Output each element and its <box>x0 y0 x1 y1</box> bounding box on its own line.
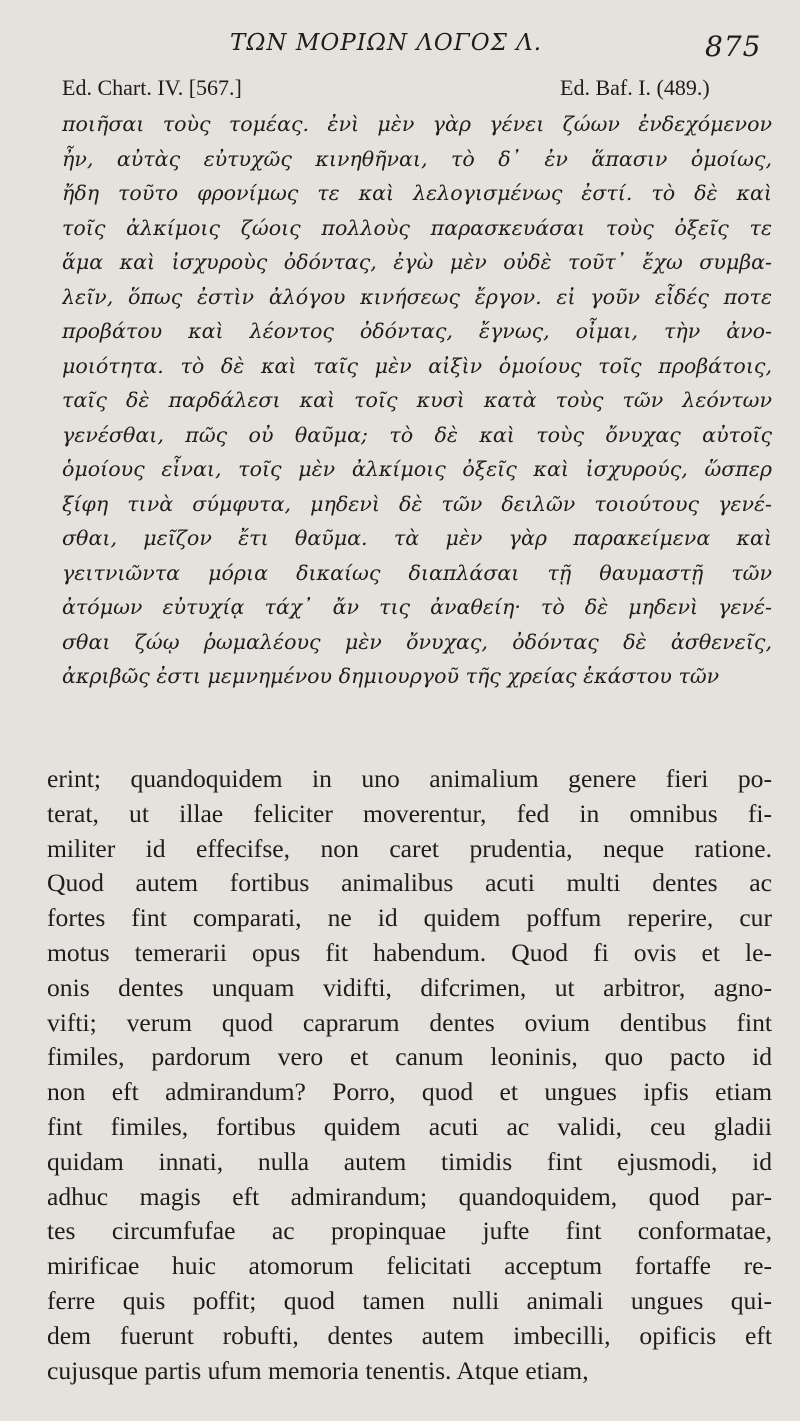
greek-text-line: τοῖς ἀλκίμοις ζώοις πολλοὺς παρασκευάσαι τοὺς ὀξεῖς τε <box>62 215 772 240</box>
latin-text-line: cujusque partis ufum memoria tenentis. Atque etiam, <box>47 1355 589 1385</box>
latin-text-line: terat, ut illae feliciter moverentur, fed in omnibus fi- <box>47 798 772 828</box>
greek-text-line: ταῖς δὲ παρδάλεσι καὶ τοῖς κυσὶ κατὰ τοὺς τῶν λεόντων <box>62 388 772 412</box>
greek-text-line: γενέσθαι, πῶς οὐ θαῦμα; τὸ δὲ καὶ τοὺς ὄνυχας αὐτοῖς <box>62 422 772 447</box>
greek-text-line: ἀκριβῶς ἐστι μεμνημένου δημιουργοῦ τῆς χρείας ἑκάστου τῶν <box>62 664 720 688</box>
latin-text-line: onis dentes unquam vidifti, difcrimen, ut arbitror, agno- <box>47 972 772 1002</box>
greek-text-line: ἀτόμων εὐτυχίᾳ τάχ᾿ ἄν τις ἀναθείη· τὸ δὲ μηδενὶ γενέ- <box>62 595 772 619</box>
greek-text-line: ὁμοίους εἶναι, τοῖς μὲν ἀλκίμοις ὀξεῖς καὶ ἰσχυρούς, ὥσπερ <box>62 457 772 481</box>
page-number: 875 <box>705 30 762 63</box>
latin-text-line: non eft admirandum? Porro, quod et ungues ipfis etiam <box>47 1077 772 1107</box>
latin-text-line: dem fuerunt robufti, dentes autem imbecilli, opificis eft <box>47 1320 772 1350</box>
running-head-title: ΤΩΝ ΜΟΡΙΩΝ ΛΟΓΟΣ Λ. <box>230 30 543 56</box>
latin-text-line: motus temerarii opus fit habendum. Quod fi ovis et le- <box>47 937 772 967</box>
greek-text-line: μοιότητα. τὸ δὲ καὶ ταῖς μὲν αἰξὶν ὁμοίους τοῖς προβάτοις, <box>62 353 772 378</box>
greek-text-line: ἅμα καὶ ἰσχυροὺς ὀδόντας, ἐγὼ μὲν οὐδὲ τοῦτ᾿ ἔχω συμβα- <box>62 250 772 274</box>
greek-text-line: σθαι ζώῳ ῥωμαλέους μὲν ὄνυχας, ὀδόντας δὲ ἀσθενεῖς, <box>62 629 772 654</box>
greek-text-line: λεῖν, ὅπως ἐστὶν ἀλόγου κινήσεως ἔργον. εἰ γοῦν εἶδές ποτε <box>62 284 772 309</box>
latin-text-line: erint; quandoquidem in uno animalium genere fieri po- <box>47 764 772 793</box>
edition-reference-chartier: Ed. Chart. IV. [567.] <box>62 75 242 100</box>
greek-text-line: ξίφη τινὰ σύμφυτα, μηδενὶ δὲ τῶν δειλῶν τοιούτους γενέ- <box>62 491 772 516</box>
edition-reference-basel: Ed. Baf. I. (489.) <box>560 75 710 100</box>
latin-text-line: fint fimiles, fortibus quidem acuti ac validi, ceu gladii <box>47 1111 772 1141</box>
greek-text-block <box>62 107 772 694</box>
latin-text-line: tes circumfufae ac propinquae jufte fint conformatae, <box>47 1216 772 1246</box>
greek-text-line: ποιῆσαι τοὺς τομέας. ἐνὶ μὲν γὰρ γένει ζώων ἐνδεχόμενον <box>62 112 772 136</box>
greek-text-line: προβάτου καὶ λέοντος ὀδόντας, ἔγνως, οἶμαι, τὴν ἀνο- <box>62 319 772 343</box>
greek-text-line: ἤδη τοῦτο φρονίμως τε καὶ λελογισμένως ἐστί. τὸ δὲ καὶ <box>62 181 772 205</box>
greek-text-line: ἦν, αὐτὰς εὐτυχῶς κινηθῆναι, τὸ δ᾿ ἐν ἅπασιν ὁμοίως, <box>62 146 772 171</box>
latin-text-line: mirificae huic atomorum felicitati acceptum fortaffe re- <box>47 1251 772 1281</box>
latin-text-line: fortes fint comparati, ne id quidem poffum reperire, cur <box>47 903 772 933</box>
latin-text-line: ferre quis poffit; quod tamen nulli animali ungues qui- <box>47 1285 772 1315</box>
latin-text-line: quidam innati, nulla autem timidis fint ejusmodi, id <box>47 1146 772 1176</box>
latin-text-line: fimiles, pardorum vero et canum leoninis, quo pacto id <box>47 1042 772 1072</box>
latin-text-line: militer id effecifse, non caret prudentia, neque ratione. <box>47 833 772 863</box>
latin-text-line: Quod autem fortibus animalibus acuti multi dentes ac <box>47 868 772 898</box>
greek-text-line: γειτνιῶντα μόρια δικαίως διαπλάσαι τῇ θαυμαστῇ τῶν <box>62 560 772 585</box>
latin-text-line: vifti; verum quod caprarum dentes ovium dentibus fint <box>47 1007 772 1037</box>
latin-text-line: adhuc magis eft admirandum; quandoquidem, quod par- <box>47 1181 772 1211</box>
greek-text-line: σθαι, μεῖζον ἔτι θαῦμα. τὰ μὲν γὰρ παρακείμενα καὶ <box>62 526 772 550</box>
latin-text-block <box>47 762 772 1388</box>
